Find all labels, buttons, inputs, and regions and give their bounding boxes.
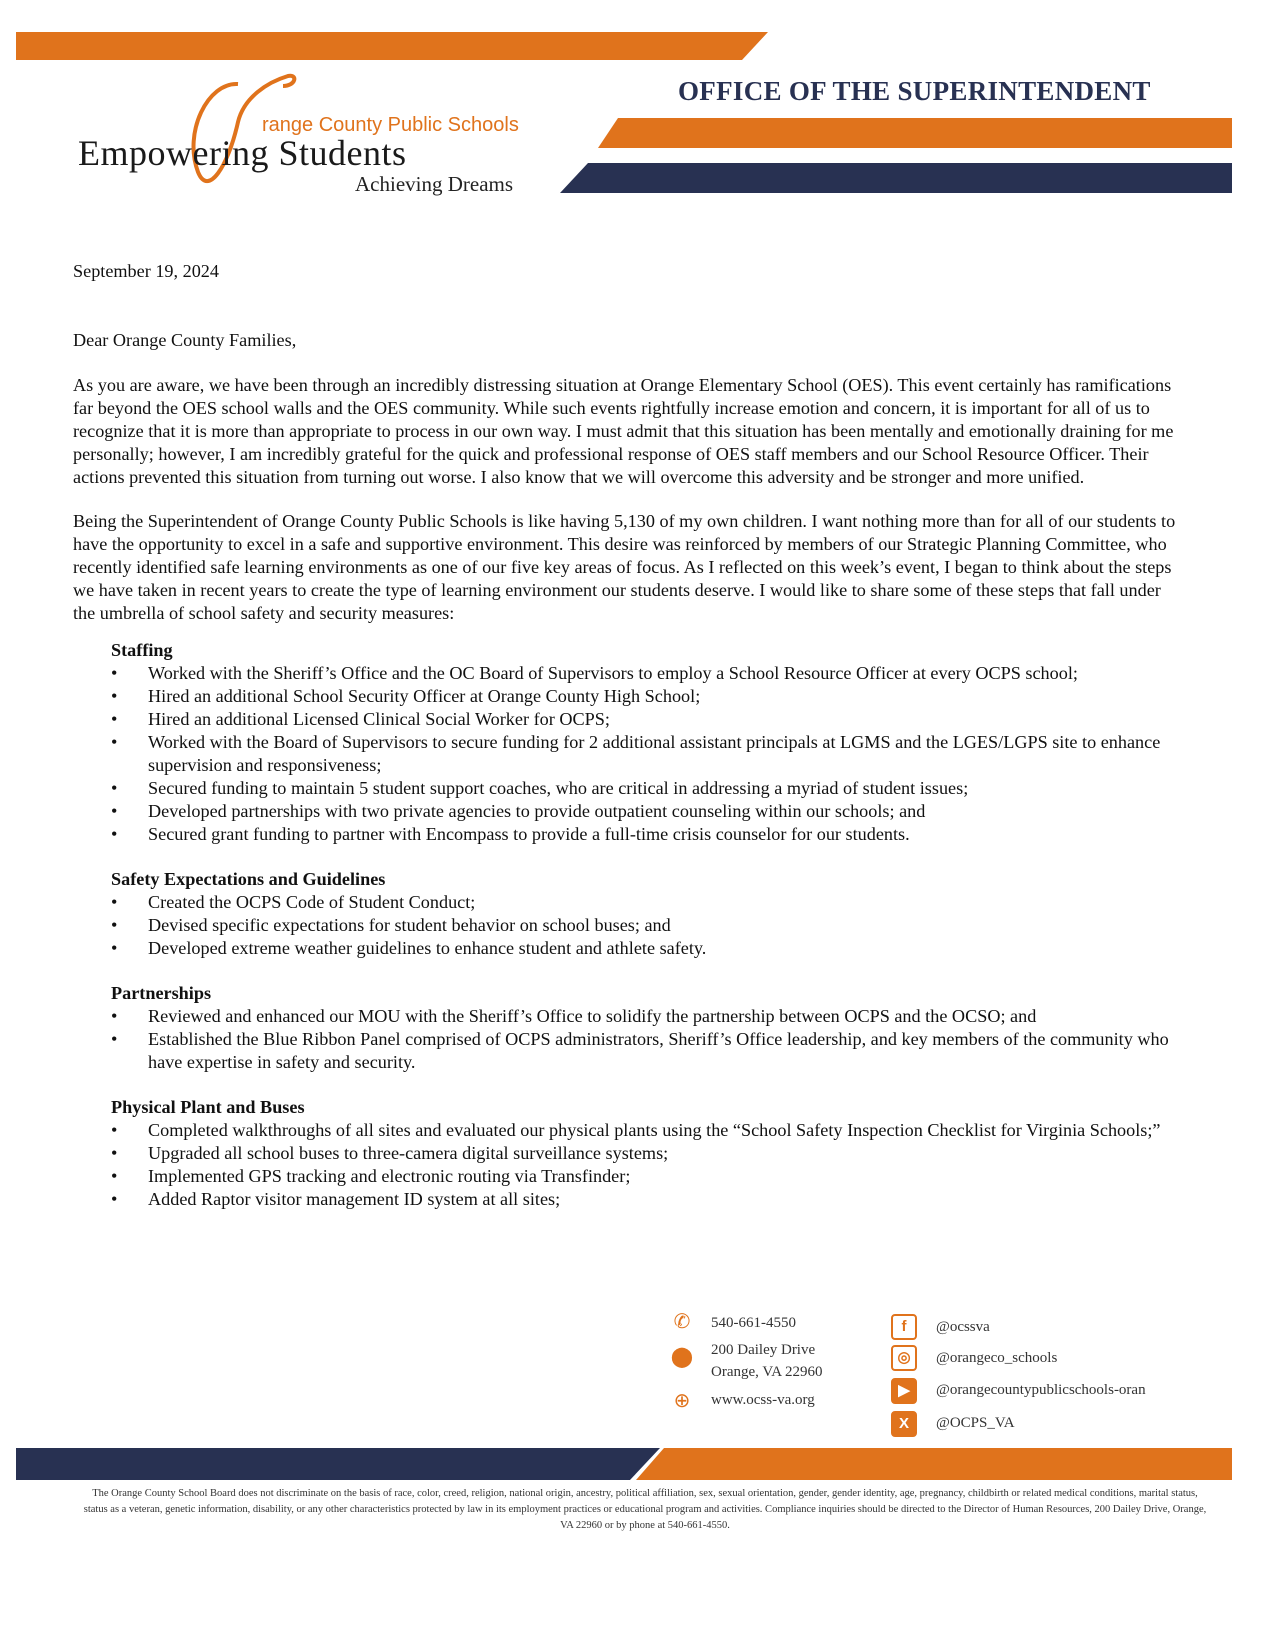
bullet-list [73, 1119, 1183, 1211]
list-item: • Worked with the Board of Supervisors to secure funding for 2 additional assistant principals at LGMS and the LGES/LGPS site to enhance supervision and responsiveness; [73, 731, 1183, 777]
bullet-list [73, 1005, 1183, 1074]
footer-bands [0, 1440, 1265, 1485]
right-navy-band [560, 163, 1232, 193]
list-item: • Implemented GPS tracking and electronic routing via Transfinder; [73, 1165, 1183, 1188]
section-safety-expectations-and-guidelines [111, 868, 1183, 960]
logo-org-name: range County Public Schools [262, 114, 519, 136]
youtube-icon[interactable]: ▶ [891, 1378, 917, 1404]
x-icon[interactable]: X [891, 1411, 917, 1437]
letter-body [73, 260, 1183, 1211]
list-item: • Established the Blue Ribbon Panel comprised of OCPS administrators, Sheriff’s Office leadership, and key members of the community who have expertise in safety and security. [73, 1028, 1183, 1074]
logo-main: Empowering Students [78, 133, 407, 173]
footer-orange-band [636, 1448, 1232, 1480]
phone-icon: ✆ [673, 1311, 691, 1333]
list-item: • Upgraded all school buses to three-camera digital surveillance systems; [73, 1142, 1183, 1165]
list-item: • Secured grant funding to partner with Encompass to provide a full-time crisis counselor for our students. [73, 823, 1183, 846]
youtube-handle[interactable]: @orangecountypublicschools-oran [936, 1382, 1146, 1398]
list-item: • Created the OCPS Code of Student Conduct; [73, 891, 1183, 914]
section-staffing [111, 639, 1183, 846]
bullet-list [73, 662, 1183, 846]
globe-icon: ⊕ [673, 1390, 691, 1412]
section-title: Partnerships [111, 983, 212, 1003]
contact-website[interactable]: www.ocss-va.org [711, 1392, 815, 1408]
instagram-icon[interactable]: ◎ [891, 1345, 917, 1371]
facebook-icon[interactable]: f [891, 1314, 917, 1340]
contact-address-2: Orange, VA 22960 [711, 1364, 823, 1380]
facebook-handle[interactable]: @ocssva [936, 1319, 990, 1335]
salutation: Dear Orange County Families, [73, 330, 297, 350]
list-item: • Devised specific expectations for student behavior on school buses; and [73, 914, 1183, 937]
instagram-handle[interactable]: @orangeco_schools [936, 1350, 1058, 1366]
list-item: • Worked with the Sheriff’s Office and the OC Board of Supervisors to employ a School Resource Officer at every OCPS school; [73, 662, 1183, 685]
nondiscrimination-disclaimer: The Orange County School Board does not discriminate on the basis of race, color, creed, religion, national origin, ancestry, political affiliation, sex, sexual orientation, gender, gender identity, age, pregnancy, childbirth or related medical conditions, marital status, status as a veteran, genetic information, disability, or any other characteristics protected by law in its employment practices or educational program and activities. Compliance inquiries should be directed to the Director of Human Resources, 200 Dailey Drive, Orange, VA 22960 or by phone at 540-661-4550. [83, 1488, 1207, 1531]
list-item: • Developed extreme weather guidelines to enhance student and athlete safety. [73, 937, 1183, 960]
right-orange-band [598, 118, 1232, 148]
office-title: OFFICE OF THE SUPERINTENDENT [678, 76, 1151, 106]
section-title: Safety Expectations and Guidelines [111, 869, 386, 889]
section-physical-plant-and-buses [111, 1096, 1183, 1211]
top-orange-band [16, 32, 768, 60]
list-item: • Hired an additional School Security Officer at Orange County High School; [73, 685, 1183, 708]
logo-tagline: Achieving Dreams [355, 172, 514, 196]
list-item: • Reviewed and enhanced our MOU with the Sheriff’s Office to solidify the partnership between OCPS and the OCSO; and [73, 1005, 1183, 1028]
list-item: • Hired an additional Licensed Clinical Social Worker for OCPS; [73, 708, 1183, 731]
list-item: • Developed partnerships with two private agencies to provide outpatient counseling within our schools; and [73, 800, 1183, 823]
contact-phone: 540-661-4550 [711, 1315, 796, 1331]
list-item: • Secured funding to maintain 5 student support coaches, who are critical in addressing a myriad of student issues; [73, 777, 1183, 800]
section-partnerships [111, 982, 1183, 1074]
list-item: • Completed walkthroughs of all sites and evaluated our physical plants using the “School Safety Inspection Checklist for Virginia Schools;” [73, 1119, 1183, 1142]
list-item: • Added Raptor visitor management ID system at all sites; [73, 1188, 1183, 1211]
paragraph-2: Being the Superintendent of Orange County Public Schools is like having 5,130 of my own children. I want nothing more than for all of our students to have the opportunity to excel in a safe and supportive environment. This desire was reinforced by members of our Strategic Planning Committee, who recently identified safe learning environments as one of our five key areas of focus. As I reflected on this week’s event, I began to think about the steps we have taken in recent years to create the type of learning environment our students deserve. I would like to share some of these steps that fall under the umbrella of school safety and security measures: [73, 511, 1176, 623]
section-title: Physical Plant and Buses [111, 1097, 305, 1117]
location-pin-icon: ⬤ [670, 1346, 694, 1368]
x-handle[interactable]: @OCPS_VA [936, 1415, 1015, 1431]
footer-navy-band [16, 1448, 660, 1480]
section-title: Staffing [111, 640, 173, 660]
bullet-list [73, 891, 1183, 960]
contact-address-1: 200 Dailey Drive [711, 1342, 816, 1358]
paragraph-1: As you are aware, we have been through an incredibly distressing situation at Orange Elementary School (OES). This event certainly has ramifications far beyond the OES school walls and the OES community. While such events rightfully increase emotion and concern, it is important for all of us to recognize that it is more than appropriate to process in our own way. I must admit that this situation has been mentally and emotionally draining for me personally; however, I am incredibly grateful for the quick and professional response of OES staff members and our School Resource Officer. Their actions prevented this situation from turning out worse. I also know that we will overcome this adversity and be stronger and more unified. [73, 375, 1174, 487]
letter-date: September 19, 2024 [73, 261, 219, 281]
